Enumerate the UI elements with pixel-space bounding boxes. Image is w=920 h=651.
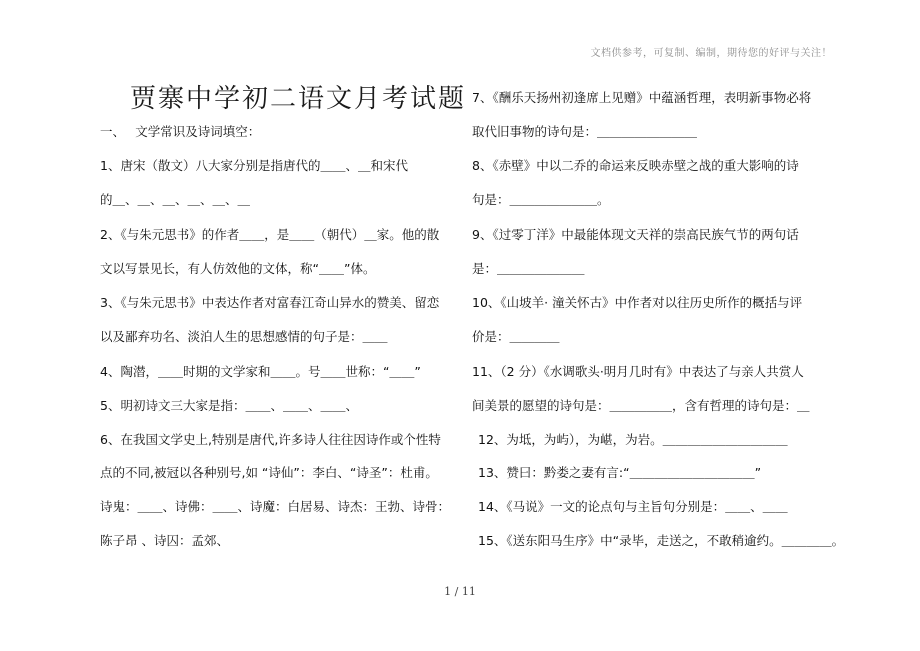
question-line: 13、赞曰：黔娄之妻有言:“＿＿＿＿＿＿＿＿＿＿” bbox=[478, 465, 762, 480]
question-line: 诗鬼：＿＿、诗佛：＿＿、诗魔：白居易、诗杰：王勃、诗骨： bbox=[100, 499, 451, 514]
question-line: 4、陶潜，＿＿时期的文学家和＿＿。号＿＿世称：“＿＿” bbox=[100, 364, 421, 379]
question-line: 5、明初诗文三大家是指：＿＿、＿＿、＿＿、 bbox=[100, 398, 358, 413]
question-line: 价是：＿＿＿＿ bbox=[472, 329, 560, 344]
question-line: 是：＿＿＿＿＿＿＿ bbox=[472, 261, 585, 276]
question-line: 2、《与朱元思书》的作者＿＿，是＿＿（朝代）＿家。他的散 bbox=[100, 227, 440, 242]
question-line: 12、为坻，为屿），为嵁，为岩。＿＿＿＿＿＿＿＿＿＿ bbox=[478, 432, 788, 447]
question-line: 的＿、＿、＿、＿、＿、＿ bbox=[100, 192, 251, 207]
question-line: 9、《过零丁洋》中最能体现文天祥的崇高民族气节的两句话 bbox=[472, 227, 799, 242]
question-line: 6、在我国文学史上,特别是唐代,许多诗人往往因诗作或个性特 bbox=[100, 432, 441, 447]
question-line: 8、《赤壁》中以二乔的命运来反映赤壁之战的重大影响的诗 bbox=[472, 158, 799, 173]
question-line: 10、《山坡羊· 潼关怀古》中作者对以往历史所作的概括与评 bbox=[472, 295, 803, 310]
question-line: 3、《与朱元思书》中表达作者对富春江奇山异水的赞美、留恋 bbox=[100, 295, 440, 310]
question-line: 以及鄙弃功名、淡泊人生的思想感情的句子是：＿＿ bbox=[100, 329, 388, 344]
question-line: 句是：＿＿＿＿＿＿＿。 bbox=[472, 192, 610, 207]
question-line: 陈子昂 、诗囚：孟郊、 bbox=[100, 533, 229, 548]
question-line: 15、《送东阳马生序》中“录毕，走送之，不敢稍逾约。＿＿＿＿。 bbox=[478, 533, 845, 548]
watermark-text: 文档供参考，可复制、编制，期待您的好评与关注！ bbox=[590, 48, 832, 59]
page-title: 贾寨中学初二语文月考试题 bbox=[130, 84, 467, 114]
question-line: 取代旧事物的诗句是：＿＿＿＿＿＿＿＿ bbox=[472, 124, 698, 139]
question-line: 14、《马说》一文的论点句与主旨句分别是：＿＿、＿＿ bbox=[478, 499, 788, 514]
question-line: 7、《酬乐天扬州初逢席上见赠》中蕴涵哲理，表明新事物必将 bbox=[472, 90, 812, 105]
question-line: 文以写景见长，有人仿效他的文体，称“＿＿”体。 bbox=[100, 261, 376, 276]
page-number: 1 / 11 bbox=[444, 585, 476, 598]
section-heading: 一、 文学常识及诗词填空： bbox=[100, 124, 261, 139]
question-line: 11、（2 分）《水调歌头·明月几时有》中表达了与亲人共赏人 bbox=[472, 364, 804, 379]
question-line: 间美景的愿望的诗句是：＿＿＿＿＿，含有哲理的诗句是：＿ bbox=[472, 398, 810, 413]
question-line: 1、唐宋（散文）八大家分别是指唐代的＿＿、＿和宋代 bbox=[100, 158, 408, 173]
question-line: 点的不同,被冠以各种别号,如 “诗仙”：李白、“诗圣”：杜甫。 bbox=[100, 465, 438, 480]
